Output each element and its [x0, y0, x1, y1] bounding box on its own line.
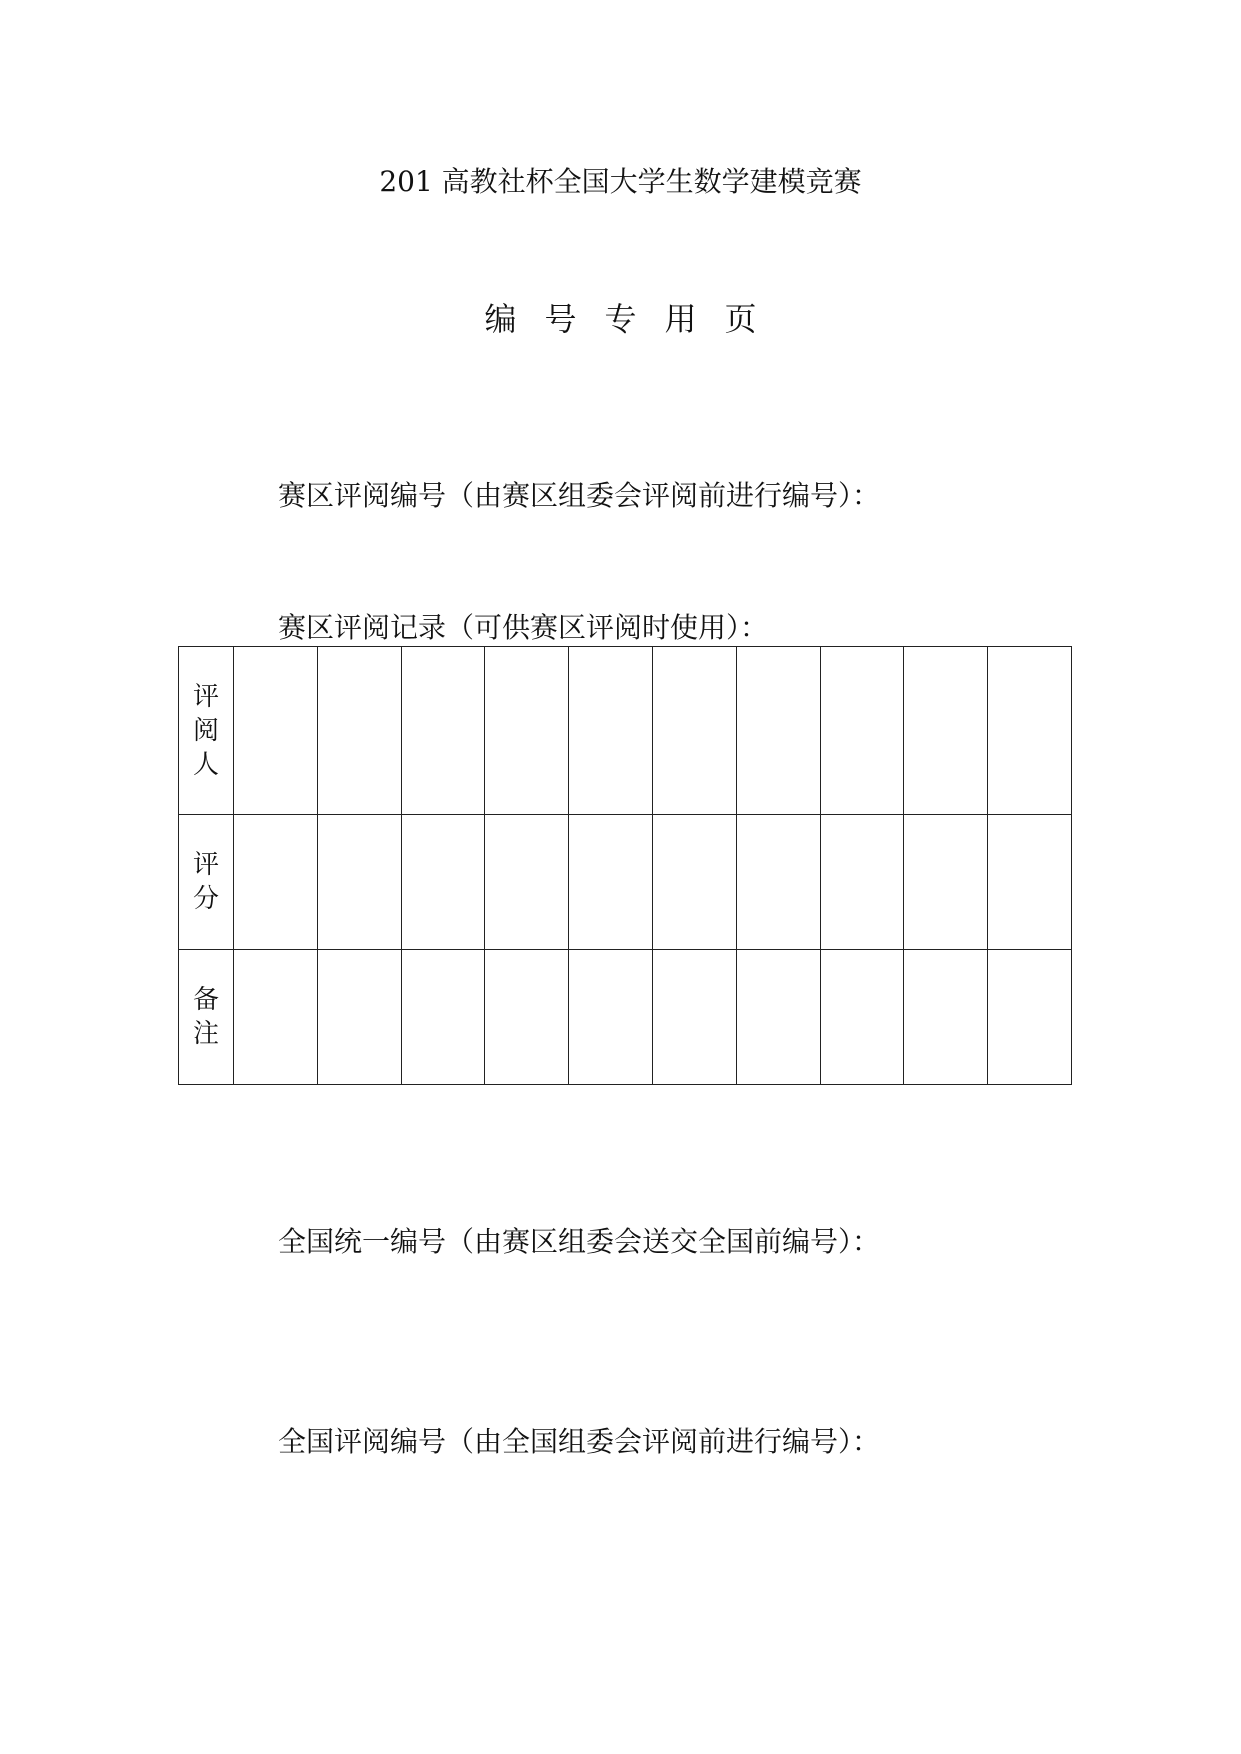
national-unified-number-label: 全国统一编号（由赛区组委会送交全国前编号）： [278, 1225, 881, 1258]
score-cell-8[interactable] [820, 815, 904, 950]
score-cell-9[interactable] [904, 815, 988, 950]
remarks-cell-9[interactable] [904, 950, 988, 1085]
reviewer-cell-9[interactable] [904, 647, 988, 815]
district-review-number-label: 赛区评阅编号（由赛区组委会评阅前进行编号）： [278, 479, 881, 512]
row-header-remarks [179, 950, 234, 1085]
reviewer-cell-8[interactable] [820, 647, 904, 815]
score-cell-6[interactable] [652, 815, 736, 950]
remarks-cell-6[interactable] [652, 950, 736, 1085]
row-header-reviewer [179, 647, 234, 815]
reviewer-cell-4[interactable] [485, 647, 569, 815]
reviewer-cell-5[interactable] [569, 647, 653, 815]
score-cell-1[interactable] [234, 815, 318, 950]
remarks-cell-7[interactable] [736, 950, 820, 1085]
score-cell-10[interactable] [988, 815, 1072, 950]
remarks-cell-4[interactable] [485, 950, 569, 1085]
score-cell-4[interactable] [485, 815, 569, 950]
district-review-record-label: 赛区评阅记录（可供赛区评阅时使用）： [278, 611, 769, 644]
reviewer-cell-7[interactable] [736, 647, 820, 815]
reviewer-cell-3[interactable] [401, 647, 485, 815]
score-cell-7[interactable] [736, 815, 820, 950]
row-label-remarks: 备注 [192, 985, 219, 1049]
reviewer-cell-6[interactable] [652, 647, 736, 815]
remarks-cell-1[interactable] [234, 950, 318, 1085]
row-header-score [179, 815, 234, 950]
remarks-cell-10[interactable] [988, 950, 1072, 1085]
row-label-score: 评分 [192, 850, 219, 914]
table-row-remarks [179, 950, 1072, 1085]
review-record-table [178, 646, 1072, 1085]
remarks-cell-5[interactable] [569, 950, 653, 1085]
score-cell-5[interactable] [569, 815, 653, 950]
reviewer-cell-10[interactable] [988, 647, 1072, 815]
score-cell-3[interactable] [401, 815, 485, 950]
remarks-cell-2[interactable] [317, 950, 401, 1085]
score-cell-2[interactable] [317, 815, 401, 950]
contest-title: 201 高教社杯全国大学生数学建模竞赛 [379, 165, 862, 198]
remarks-cell-8[interactable] [820, 950, 904, 1085]
reviewer-cell-1[interactable] [234, 647, 318, 815]
row-label-reviewer: 评阅人 [192, 681, 219, 780]
table-row-reviewer [179, 647, 1072, 815]
reviewer-cell-2[interactable] [317, 647, 401, 815]
national-review-number-label: 全国评阅编号（由全国组委会评阅前进行编号）： [278, 1425, 881, 1458]
remarks-cell-3[interactable] [401, 950, 485, 1085]
page-title: 编号专用页 [484, 300, 785, 338]
table-row-score [179, 815, 1072, 950]
